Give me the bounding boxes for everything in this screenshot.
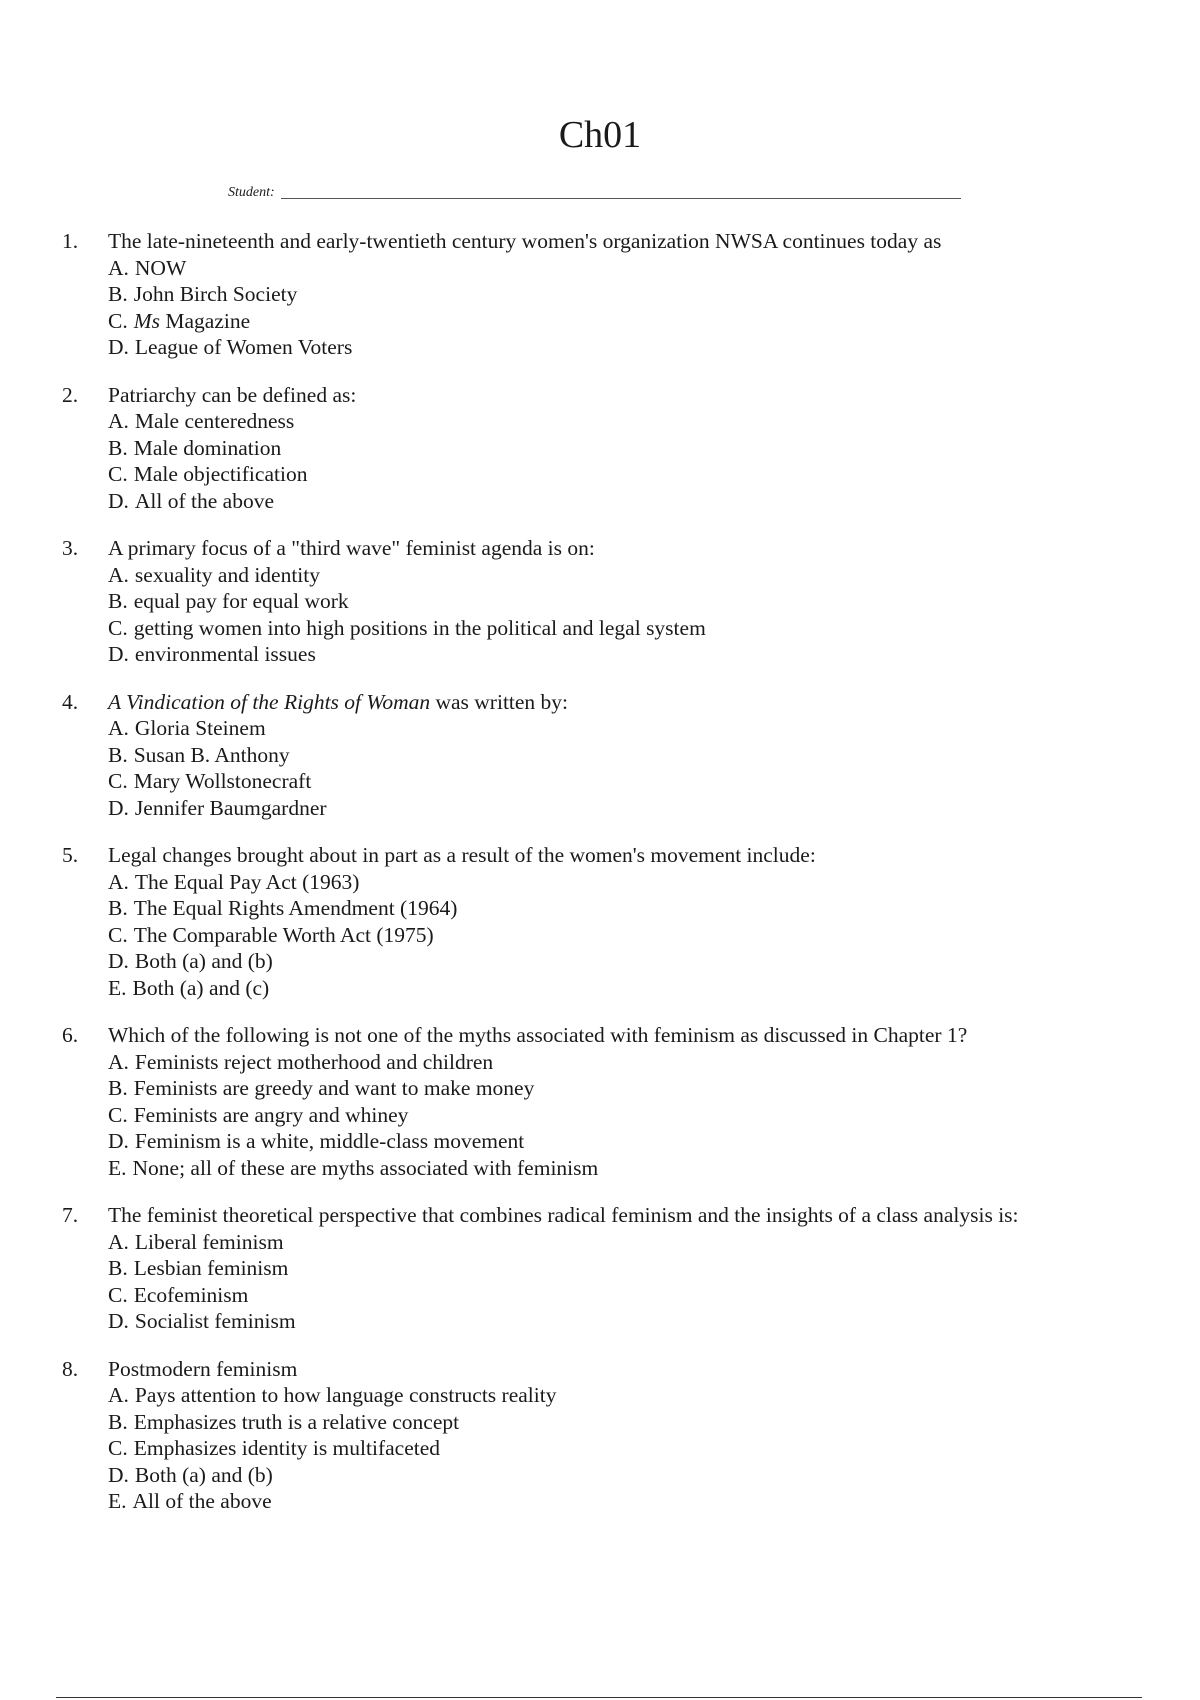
option-letter: A. [108, 255, 129, 280]
question-prompt-text: The feminist theoretical perspective that combines radical feminism and the insights of a class analysis is: [108, 1203, 1019, 1227]
answer-option[interactable] [108, 948, 1122, 975]
option-text: Magazine [160, 308, 251, 333]
answer-option[interactable] [108, 1229, 1122, 1256]
option-letter: C. [108, 1436, 128, 1460]
answer-option[interactable] [108, 1255, 1122, 1282]
question-item [62, 842, 1122, 1001]
page-title: Ch01 [558, 114, 642, 156]
answer-option[interactable] [108, 1075, 1122, 1102]
option-letter: C. [108, 1102, 128, 1127]
question-prompt [108, 1202, 1122, 1229]
option-text: Emphasizes identity is multifaceted [133, 1436, 441, 1460]
option-text: The Equal Pay Act (1963) [134, 869, 360, 894]
student-label: Student: [228, 185, 275, 200]
option-text: sexuality and identity [134, 562, 321, 587]
question-prompt-text: Postmodern feminism [108, 1356, 298, 1381]
option-letter: A. [108, 409, 129, 433]
question-prompt [108, 228, 1122, 255]
option-letter: C. [108, 769, 128, 793]
question-list [62, 228, 1122, 1536]
question-body [108, 689, 1122, 822]
option-text: John Birch Society [133, 282, 298, 306]
option-text: Pays attention to how language constructs reality [134, 1383, 557, 1407]
question-number: 2. [62, 382, 79, 407]
question-prompt [108, 535, 1122, 562]
question-number: 1. [62, 229, 79, 253]
answer-options [108, 869, 1122, 1002]
question-item [62, 689, 1122, 822]
option-text: All of the above [132, 1489, 272, 1513]
option-letter: E. [108, 1489, 127, 1513]
question-item [62, 1202, 1122, 1335]
option-letter: B. [108, 282, 128, 306]
question-body [108, 1202, 1122, 1335]
option-text: Both (a) and (b) [134, 949, 273, 973]
answer-option[interactable] [108, 615, 1122, 642]
question-body [108, 1022, 1122, 1181]
question-item [62, 1356, 1122, 1515]
option-letter: A. [108, 869, 129, 894]
option-letter: B. [108, 742, 128, 767]
option-text: Liberal feminism [134, 1229, 284, 1254]
option-letter: D. [108, 949, 129, 973]
option-text: equal pay for equal work [133, 589, 349, 613]
answer-option[interactable] [108, 1382, 1122, 1409]
answer-option[interactable] [108, 1435, 1122, 1462]
option-text: All of the above [134, 488, 275, 513]
answer-option[interactable] [108, 308, 1122, 335]
student-name-row [228, 184, 961, 202]
question-prompt-italic: A Vindication of the Rights of Woman [108, 689, 431, 714]
option-text-italic: Ms [133, 308, 160, 333]
question-body [108, 1356, 1122, 1515]
question-item [62, 1022, 1122, 1181]
question-body [108, 535, 1122, 668]
question-number: 7. [62, 1203, 79, 1227]
option-letter: A. [108, 562, 129, 587]
option-text: Male domination [133, 435, 282, 460]
footer-divider [56, 1697, 1142, 1698]
option-text: League of Women Voters [134, 335, 353, 359]
answer-option[interactable] [108, 1128, 1122, 1155]
question-prompt-text: A primary focus of a "third wave" feminist agenda is on: [108, 536, 595, 560]
option-letter: A. [108, 716, 129, 740]
answer-options [108, 715, 1122, 821]
student-name-line[interactable] [281, 198, 961, 199]
answer-option[interactable] [108, 488, 1122, 515]
answer-option[interactable] [108, 742, 1122, 769]
option-letter: D. [108, 795, 129, 820]
option-letter: D. [108, 335, 129, 359]
question-number: 8. [62, 1356, 79, 1381]
option-letter: B. [108, 1256, 128, 1280]
question-prompt [108, 382, 1122, 409]
option-text: The Comparable Worth Act (1975) [133, 922, 434, 947]
question-number: 3. [62, 536, 79, 560]
answer-option[interactable] [108, 895, 1122, 922]
question-body [108, 842, 1122, 1001]
question-prompt [108, 689, 1122, 716]
option-letter: A. [108, 1229, 129, 1254]
question-item [62, 382, 1122, 515]
option-letter: C. [108, 922, 128, 947]
answer-option[interactable] [108, 408, 1122, 435]
question-number: 5. [62, 843, 79, 867]
question-prompt-text: Legal changes brought about in part as a result of the women's movement include: [108, 843, 816, 867]
option-text: Lesbian feminism [133, 1256, 289, 1280]
answer-option[interactable] [108, 1282, 1122, 1309]
option-text: The Equal Rights Amendment (1964) [133, 896, 458, 920]
option-letter: D. [108, 488, 129, 513]
answer-option[interactable] [108, 768, 1122, 795]
option-text: Ecofeminism [133, 1282, 249, 1307]
question-prompt [108, 1022, 1122, 1049]
answer-option[interactable] [108, 975, 1122, 1002]
option-text: Jennifer Baumgardner [134, 795, 327, 820]
option-letter: B. [108, 589, 128, 613]
answer-option[interactable] [108, 1102, 1122, 1129]
answer-option[interactable] [108, 435, 1122, 462]
option-letter: E. [108, 975, 127, 1000]
option-text: Feminists are greedy and want to make money [133, 1076, 535, 1100]
answer-option[interactable] [108, 641, 1122, 668]
option-letter: B. [108, 1409, 128, 1434]
option-letter: D. [108, 1462, 129, 1487]
option-text: Male objectification [133, 462, 308, 486]
answer-options [108, 1382, 1122, 1515]
question-number: 6. [62, 1023, 79, 1047]
answer-option[interactable] [108, 795, 1122, 822]
option-letter: C. [108, 308, 128, 333]
option-letter: E. [108, 1155, 127, 1180]
answer-option[interactable] [108, 461, 1122, 488]
option-letter: D. [108, 1309, 129, 1333]
option-text: Feminists are angry and whiney [133, 1102, 409, 1127]
answer-option[interactable] [108, 1049, 1122, 1076]
answer-option[interactable] [108, 1488, 1122, 1515]
option-letter: D. [108, 1129, 129, 1153]
answer-option[interactable] [108, 869, 1122, 896]
option-text: Feminism is a white, middle-class movement [134, 1129, 525, 1153]
answer-options [108, 1049, 1122, 1182]
question-number: 4. [62, 689, 79, 714]
option-text: Gloria Steinem [134, 716, 266, 740]
question-prompt-text: The late-nineteenth and early-twentieth century women's organization NWSA continues today as [108, 229, 942, 253]
question-prompt-text: was written by: [430, 689, 569, 714]
option-text: Both (a) and (b) [134, 1462, 273, 1487]
answer-option[interactable] [108, 1409, 1122, 1436]
question-body [108, 382, 1122, 515]
answer-option[interactable] [108, 588, 1122, 615]
option-text: None; all of these are myths associated with feminism [132, 1155, 599, 1180]
option-letter: B. [108, 896, 128, 920]
option-letter: A. [108, 1049, 129, 1074]
option-text: Susan B. Anthony [133, 742, 290, 767]
answer-option[interactable] [108, 255, 1122, 282]
question-prompt-text: Which of the following is not one of the myths associated with feminism as discussed in Chapter 1? [108, 1023, 968, 1047]
answer-option[interactable] [108, 281, 1122, 308]
option-text: NOW [134, 255, 187, 280]
option-text: Emphasizes truth is a relative concept [133, 1409, 460, 1434]
option-text: Male centeredness [134, 409, 295, 433]
question-item [62, 228, 1122, 361]
answer-option[interactable] [108, 1462, 1122, 1489]
answer-option[interactable] [108, 334, 1122, 361]
option-letter: C. [108, 615, 128, 640]
option-text: Feminists reject motherhood and children [134, 1049, 494, 1074]
option-letter: A. [108, 1383, 129, 1407]
question-prompt [108, 1356, 1122, 1383]
option-text: getting women into high positions in the political and legal system [133, 615, 706, 640]
option-text: Both (a) and (c) [132, 975, 270, 1000]
answer-options [108, 408, 1122, 514]
question-prompt [108, 842, 1122, 869]
question-body [108, 228, 1122, 361]
answer-option[interactable] [108, 922, 1122, 949]
option-letter: B. [108, 1076, 128, 1100]
option-letter: D. [108, 642, 129, 666]
option-letter: C. [108, 462, 128, 486]
question-prompt-text: Patriarchy can be defined as: [108, 382, 357, 407]
answer-option[interactable] [108, 715, 1122, 742]
option-letter: C. [108, 1282, 128, 1307]
question-item [62, 535, 1122, 668]
option-text: Socialist feminism [134, 1309, 296, 1333]
answer-option[interactable] [108, 1308, 1122, 1335]
option-text: environmental issues [134, 642, 316, 666]
option-letter: B. [108, 435, 128, 460]
answer-options [108, 562, 1122, 668]
option-text: Mary Wollstonecraft [133, 769, 312, 793]
answer-option[interactable] [108, 562, 1122, 589]
answer-option[interactable] [108, 1155, 1122, 1182]
answer-options [108, 255, 1122, 361]
answer-options [108, 1229, 1122, 1335]
